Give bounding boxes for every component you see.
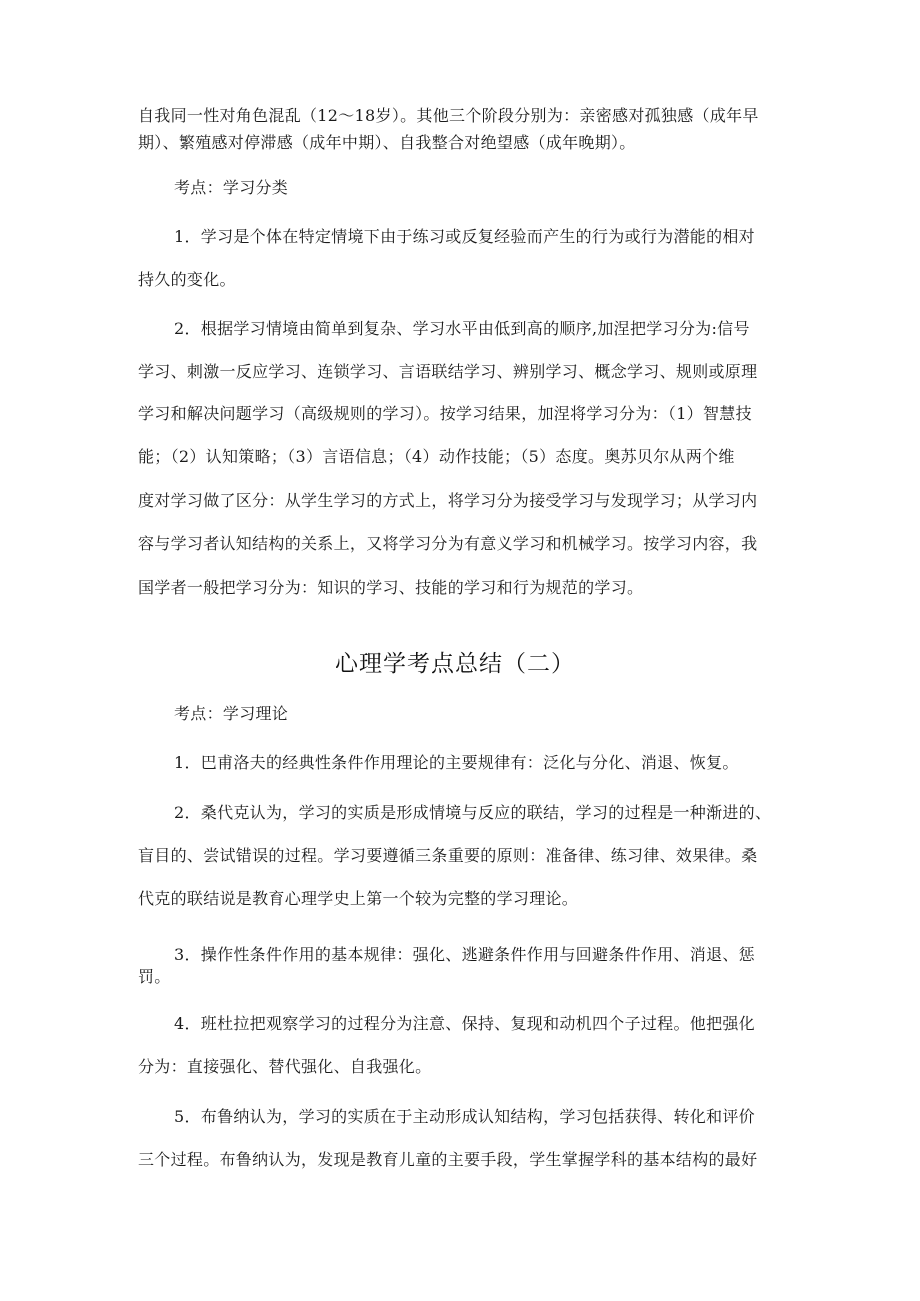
paragraph-line: 罚。 xyxy=(138,967,171,986)
paragraph-line: 盲目的、尝试错误的过程。学习要遵循三条重要的原则：准备律、练习律、效果律。桑 xyxy=(138,846,758,865)
section-heading: 考点：学习分类 xyxy=(174,178,289,197)
paragraph-line: 持久的变化。 xyxy=(138,270,236,289)
paragraph-line: 2．根据学习情境由简单到复杂、学习水平由低到高的顺序,加涅把学习分为:信号 xyxy=(174,319,750,338)
paragraph-line: 代克的联结说是教育心理学史上第一个较为完整的学习理论。 xyxy=(138,889,579,908)
paragraph-line: 能；（2）认知策略；（3）言语信息；（4）动作技能；（5）态度。奥苏贝尔从两个维 xyxy=(138,447,735,466)
paragraph-line: 2．桑代克认为，学习的实质是形成情境与反应的联结，学习的过程是一种渐进的、 xyxy=(174,803,772,822)
paragraph-line: 1．学习是个体在特定情境下由于练习或反复经验而产生的行为或行为潜能的相对 xyxy=(174,227,755,246)
paragraph-line: 5．布鲁纳认为，学习的实质在于主动形成认知结构，学习包括获得、转化和评价 xyxy=(174,1107,755,1126)
section-heading: 考点：学习理论 xyxy=(174,704,289,723)
paragraph-line: 分为：直接强化、替代强化、自我强化。 xyxy=(138,1057,432,1076)
paragraph-line: 4．班杜拉把观察学习的过程分为注意、保持、复现和动机四个子过程。他把强化 xyxy=(174,1014,755,1033)
paragraph-line: 1．巴甫洛夫的经典性条件作用理论的主要规律有：泛化与分化、消退、恢复。 xyxy=(174,753,739,772)
paragraph-line: 3．操作性条件作用的基本规律：强化、逃避条件作用与回避条件作用、消退、惩 xyxy=(174,945,755,964)
paragraph-line: 容与学习者认知结构的关系上，又将学习分为有意义学习和机械学习。按学习内容，我 xyxy=(138,534,758,553)
paragraph-line: 三个过程。布鲁纳认为，发现是教育儿童的主要手段，学生掌握学科的基本结构的最好 xyxy=(138,1150,758,1169)
paragraph-line: 学习、刺激一反应学习、连锁学习、言语联结学习、辨别学习、概念学习、规则或原理 xyxy=(138,362,758,381)
paragraph-line: 国学者一般把学习分为：知识的学习、技能的学习和行为规范的学习。 xyxy=(138,578,644,597)
paragraph-line: 学习和解决问题学习（高级规则的学习）。按学习结果，加涅将学习分为：（1）智慧技 xyxy=(138,404,752,423)
paragraph-line: 期）、繁殖感对停滞感（成年中期）、自我整合对绝望感（成年晚期）。 xyxy=(138,133,636,152)
paragraph-line: 度对学习做了区分：从学生学习的方式上，将学习分为接受学习与发现学习；从学习内 xyxy=(138,491,758,510)
paragraph-line: 自我同一性对角色混乱（12～18岁）。其他三个阶段分别为：亲密感对孤独感（成年早 xyxy=(138,106,759,125)
page-title: 心理学考点总结（二） xyxy=(335,651,575,677)
